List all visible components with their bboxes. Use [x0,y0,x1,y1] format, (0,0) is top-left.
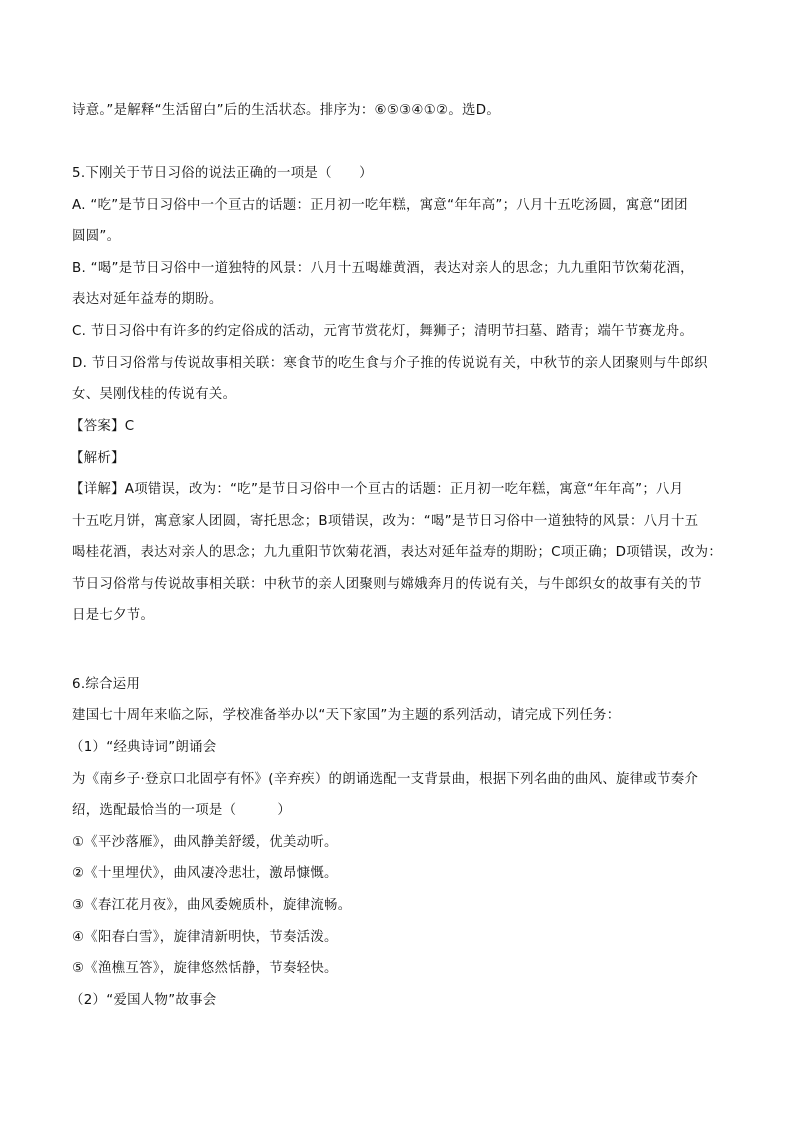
q6-choice-1: ①《平沙落雁》，曲风静美舒缓，优美动听。 [72,835,338,850]
q5-detail-line3: 喝桂花酒，表达对亲人的思念；九九重阳节饮菊花酒，表达对延年益寿的期盼；C项正确；D项错误，改为： [72,545,723,560]
q5-option-b-line2: 表达对延年益寿的期盼。 [72,292,223,307]
q5-option-c: C. 节日习俗中有许多的约定俗成的活动，元宵节赏花灯，舞狮子；清明节扫墓、踏青；端午节赛龙舟。 [72,324,694,339]
q6-choice-3: ③《春江花月夜》，曲风委婉质朴，旋律流畅。 [72,898,352,913]
q6-sub1-title: （1）“经典诗词”朗诵会 [70,740,217,755]
previous-answer-tail: 诗意。”是解释“生活留白”后的生活状态。排序为：⑥⑤③④①②。选D。 [72,103,501,118]
q5-detail-line2: 十五吃月饼，寓意家人团圆，寄托思念；B项错误，改为：“喝”是节日习俗中一道独特的风景：八月十五 [72,514,699,529]
q6-sub1-stem-line1: 为《南乡子·登京口北固亭有怀》(辛弃疾）的朗诵选配一支背景曲，根据下列名曲的曲风、旋律或节奏介 [72,772,699,787]
q6-sub2-title: （2）“爱国人物”故事会 [70,993,217,1008]
q5-detail-line5: 日是七夕节。 [72,608,155,623]
q6-title: 6.综合运用 [72,677,141,692]
q6-sub1-stem-line2: 绍，选配最恰当的一项是（ ） [72,803,292,818]
q5-option-a-line2: 圆圆”。 [72,229,121,244]
q6-choice-4: ④《阳春白雪》，旋律清新明快，节奏活泼。 [72,930,338,945]
q5-option-d-line1: D. 节日习俗常与传说故事相关联：寒食节的吃生食与介子推的传说说有关，中秋节的亲人团聚则与牛郎织 [72,356,708,371]
q5-answer: 【答案】C [70,419,135,434]
q5-detail-line1: 【详解】A项错误，改为：“吃”是节日习俗中一个亘古的话题：正月初一吃年糕，寓意“年年高”；八月 [70,482,684,497]
q5-option-b-line1: B. “喝”是节日习俗中一道独特的风景：八月十五喝雄黄酒，表达对亲人的思念；九九重阳节饮菊花酒， [72,261,694,276]
q6-choice-2: ②《十里埋伏》，曲风凄冷悲壮，激昂慷慨。 [72,866,338,881]
q6-choice-5: ⑤《渔樵互答》，旋律悠然恬静，节奏轻快。 [72,961,338,976]
q5-option-d-line2: 女、吴刚伐桂的传说有关。 [72,387,237,402]
q5-option-a-line1: A. “吃”是节日习俗中一个亘古的话题：正月初一吃年糕，寓意“年年高”；八月十五吃汤圆，寓意“团团 [72,198,688,213]
q5-stem: 5.下刚关于节日习俗的说法正确的一项是（ ） [72,166,373,181]
q5-detail-line4: 节日习俗常与传说故事相关联：中秋节的亲人团聚则与嫦娥奔月的传说有关，与牛郎织女的故事有关的节 [72,577,702,592]
q5-analysis-label: 【解析】 [70,451,125,466]
q6-intro: 建国七十周年来临之际，学校准备举办以“天下家国”为主题的系列活动，请完成下列任务： [72,708,621,723]
